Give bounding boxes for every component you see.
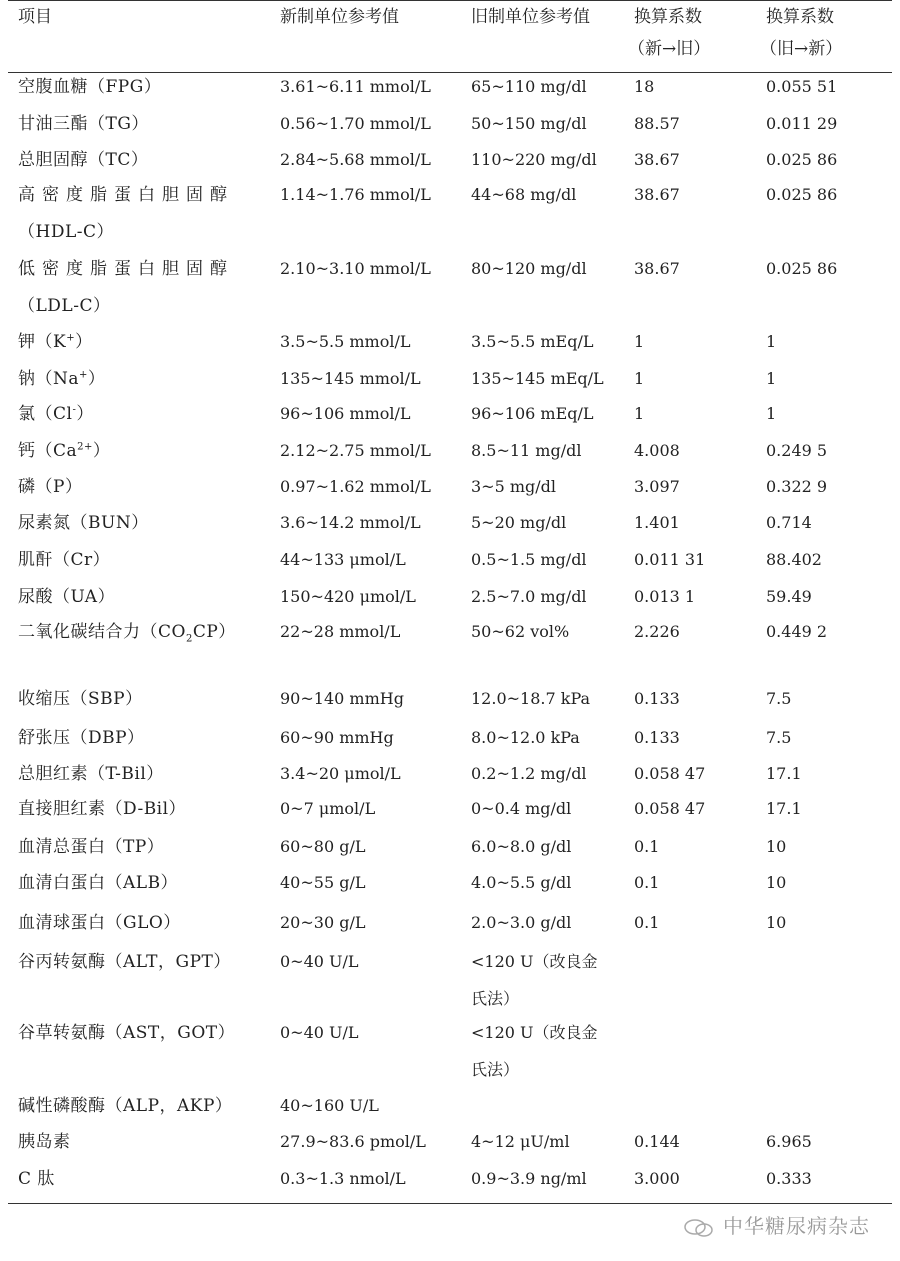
header-bottom-rule [8,72,892,73]
row-factor-old-new: 10 [766,913,787,932]
row-old-unit-value: <120 U（改良金 [471,952,598,971]
row-factor-old-new: 88.402 [766,550,822,569]
row-item-label: 尿酸（UA） [18,587,116,607]
row-item-label: 甘油三酯（TG） [18,114,149,134]
row-item-label: 谷丙转氨酶（ALT，GPT） [18,952,231,972]
header-old-unit: 旧制单位参考值 [471,7,590,27]
row-old-unit-value: 2.0~3.0 g/dl [471,913,572,932]
row-item-label-cont: （LDL-C） [18,296,111,316]
row-factor-old-new: 0.025 86 [766,150,838,169]
row-item-label: 肌酐（Cr） [18,550,111,570]
row-new-unit-value: 20~30 g/L [280,913,366,932]
row-factor-new-old: 1 [634,369,645,388]
row-factor-old-new: 1 [766,404,777,423]
row-factor-old-new: 1 [766,332,777,351]
row-old-unit-value-cont: 氏法） [471,1060,520,1079]
row-old-unit-value: 110~220 mg/dl [471,150,597,169]
row-item-label: 高密度脂蛋白胆固醇 [18,185,234,205]
header-factor-old-new-sub: （旧→新） [760,39,843,59]
row-factor-new-old: 2.226 [634,622,680,641]
row-item-label: 舒张压（DBP） [18,728,145,748]
row-factor-old-new: 17.1 [766,799,802,818]
row-item-label: 空腹血糖（FPG） [18,77,162,97]
row-factor-old-new: 0.449 2 [766,622,828,641]
header-new-unit: 新制单位参考值 [280,7,399,27]
row-old-unit-value: 4.0~5.5 g/dl [471,873,572,892]
row-old-unit-value: 8.0~12.0 kPa [471,728,580,747]
item-script: 2+ [77,441,93,453]
row-factor-old-new: 0.333 [766,1169,812,1188]
item-text: 氯（Cl [18,404,73,424]
item-text: 二氧化碳结合力（CO [18,622,186,642]
row-item-label [18,368,105,390]
row-factor-old-new: 7.5 [766,728,792,747]
row-new-unit-value: 2.84~5.68 mmol/L [280,150,431,169]
row-old-unit-value: 50~62 vol% [471,622,570,641]
row-factor-old-new: 10 [766,837,787,856]
row-item-label [18,440,110,462]
row-factor-new-old: 0.144 [634,1132,680,1151]
row-new-unit-value: 27.9~83.6 pmol/L [280,1132,426,1151]
row-factor-old-new: 6.965 [766,1132,812,1151]
header-item: 项目 [18,7,52,27]
row-new-unit-value: 40~160 U/L [280,1096,379,1115]
row-factor-new-old: 3.000 [634,1169,680,1188]
row-new-unit-value: 22~28 mmol/L [280,622,401,641]
row-old-unit-value: 8.5~11 mg/dl [471,441,582,460]
row-factor-new-old: 0.058 47 [634,764,706,783]
weixin-logo-icon [682,1218,716,1238]
row-new-unit-value: 3.6~14.2 mmol/L [280,513,421,532]
row-new-unit-value: 3.61~6.11 mmol/L [280,77,431,96]
row-old-unit-value-cont: 氏法） [471,989,520,1008]
row-item-label [18,403,94,425]
watermark-text: 中华糖尿病杂志 [723,1214,870,1238]
row-new-unit-value: 3.4~20 μmol/L [280,764,401,783]
row-item-label: 总胆固醇（TC） [18,150,149,170]
row-factor-old-new: 10 [766,873,787,892]
row-new-unit-value: 60~90 mmHg [280,728,394,747]
row-new-unit-value: 0~40 U/L [280,952,359,971]
row-factor-old-new: 0.714 [766,513,812,532]
row-factor-old-new: 17.1 [766,764,802,783]
row-factor-old-new: 0.322 9 [766,477,828,496]
row-factor-new-old: 0.011 31 [634,550,706,569]
row-factor-old-new: 59.49 [766,587,812,606]
item-text: ） [75,332,93,352]
row-factor-new-old: 88.57 [634,114,680,133]
row-old-unit-value: 135~145 mEq/L [471,369,604,388]
row-factor-old-new: 1 [766,369,777,388]
row-new-unit-value: 0~7 μmol/L [280,799,376,818]
item-text: CP） [192,622,236,642]
row-item-label: 直接胆红素（D-Bil） [18,799,187,819]
row-factor-new-old: 0.013 1 [634,587,696,606]
row-factor-new-old: 0.1 [634,837,660,856]
item-text: 钙（Ca [18,441,78,461]
row-item-label: 磷（P） [18,477,83,497]
header-factor-new-old: 换算系数 [634,7,702,27]
row-factor-new-old: 38.67 [634,259,680,278]
row-new-unit-value: 0~40 U/L [280,1023,359,1042]
row-item-label [18,621,236,643]
row-old-unit-value: 50~150 mg/dl [471,114,587,133]
item-script: 2 [185,633,193,645]
row-old-unit-value: <120 U（改良金 [471,1023,598,1042]
row-new-unit-value: 3.5~5.5 mmol/L [280,332,411,351]
row-factor-new-old: 0.133 [634,728,680,747]
row-old-unit-value: 44~68 mg/dl [471,185,577,204]
row-factor-new-old: 38.67 [634,185,680,204]
row-new-unit-value: 1.14~1.76 mmol/L [280,185,431,204]
row-factor-new-old: 0.1 [634,913,660,932]
item-text: ） [87,369,106,389]
row-new-unit-value: 60~80 g/L [280,837,366,856]
row-factor-new-old: 18 [634,77,655,96]
row-new-unit-value: 40~55 g/L [280,873,366,892]
row-factor-new-old: 1 [634,404,645,423]
row-old-unit-value: 0.9~3.9 ng/ml [471,1169,587,1188]
row-factor-new-old: 4.008 [634,441,680,460]
row-item-label: 收缩压（SBP） [18,689,143,709]
item-text: ） [92,441,111,461]
row-factor-old-new: 0.249 5 [766,441,828,460]
row-old-unit-value: 96~106 mEq/L [471,404,594,423]
row-old-unit-value: 0.2~1.2 mg/dl [471,764,587,783]
row-old-unit-value: 6.0~8.0 g/dl [471,837,572,856]
row-factor-new-old: 0.133 [634,689,680,708]
row-old-unit-value: 80~120 mg/dl [471,259,587,278]
row-item-label: 总胆红素（T-Bil） [18,764,164,784]
row-item-label: 谷草转氨酶（AST，GOT） [18,1023,236,1043]
row-item-label [18,331,93,353]
row-new-unit-value: 150~420 μmol/L [280,587,416,606]
row-new-unit-value: 90~140 mmHg [280,689,404,708]
row-factor-new-old: 1 [634,332,645,351]
row-old-unit-value: 5~20 mg/dl [471,513,567,532]
row-item-label: 胰岛素 [18,1132,71,1152]
row-new-unit-value: 2.12~2.75 mmol/L [280,441,431,460]
row-old-unit-value: 0.5~1.5 mg/dl [471,550,587,569]
row-factor-new-old: 3.097 [634,477,680,496]
row-old-unit-value: 65~110 mg/dl [471,77,587,96]
row-new-unit-value: 0.56~1.70 mmol/L [280,114,431,133]
row-item-label: 血清白蛋白（ALB） [18,873,179,893]
row-factor-old-new: 0.055 51 [766,77,838,96]
item-text: ） [76,404,94,424]
row-old-unit-value: 12.0~18.7 kPa [471,689,591,708]
row-old-unit-value: 3~5 mg/dl [471,477,557,496]
item-script: - [72,404,77,416]
row-factor-old-new: 0.011 29 [766,114,838,133]
row-factor-old-new: 0.025 86 [766,259,838,278]
table-bottom-rule [8,1203,892,1204]
row-new-unit-value: 96~106 mmol/L [280,404,411,423]
header-factor-new-old-sub: （新→旧） [628,39,711,59]
item-script: + [79,369,88,381]
row-old-unit-value: 3.5~5.5 mEq/L [471,332,594,351]
watermark [682,1210,870,1239]
row-factor-new-old: 38.67 [634,150,680,169]
row-old-unit-value: 0~0.4 mg/dl [471,799,572,818]
row-item-label: 血清球蛋白（GLO） [18,913,181,933]
row-factor-new-old: 0.058 47 [634,799,706,818]
row-factor-new-old: 1.401 [634,513,680,532]
row-old-unit-value: 4~12 μU/ml [471,1132,570,1151]
row-new-unit-value: 44~133 μmol/L [280,550,406,569]
row-factor-old-new: 0.025 86 [766,185,838,204]
row-factor-new-old: 0.1 [634,873,660,892]
row-new-unit-value: 0.97~1.62 mmol/L [280,477,431,496]
row-new-unit-value: 2.10~3.10 mmol/L [280,259,431,278]
row-item-label-cont: （HDL-C） [18,222,114,242]
row-item-label: 低密度脂蛋白胆固醇 [18,259,234,279]
row-item-label: 血清总蛋白（TP） [18,837,165,857]
row-new-unit-value: 135~145 mmol/L [280,369,421,388]
table-top-rule [8,0,892,1]
row-new-unit-value: 0.3~1.3 nmol/L [280,1169,406,1188]
item-text: 钠（Na [18,369,80,389]
row-item-label: 尿素氮（BUN） [18,513,149,533]
row-factor-old-new: 7.5 [766,689,792,708]
item-script: + [66,332,76,344]
item-text: 钾（K [18,332,67,352]
header-factor-old-new: 换算系数 [766,7,834,27]
row-old-unit-value: 2.5~7.0 mg/dl [471,587,587,606]
row-item-label: C 肽 [18,1169,55,1189]
row-item-label: 碱性磷酸酶（ALP，AKP） [18,1096,233,1116]
